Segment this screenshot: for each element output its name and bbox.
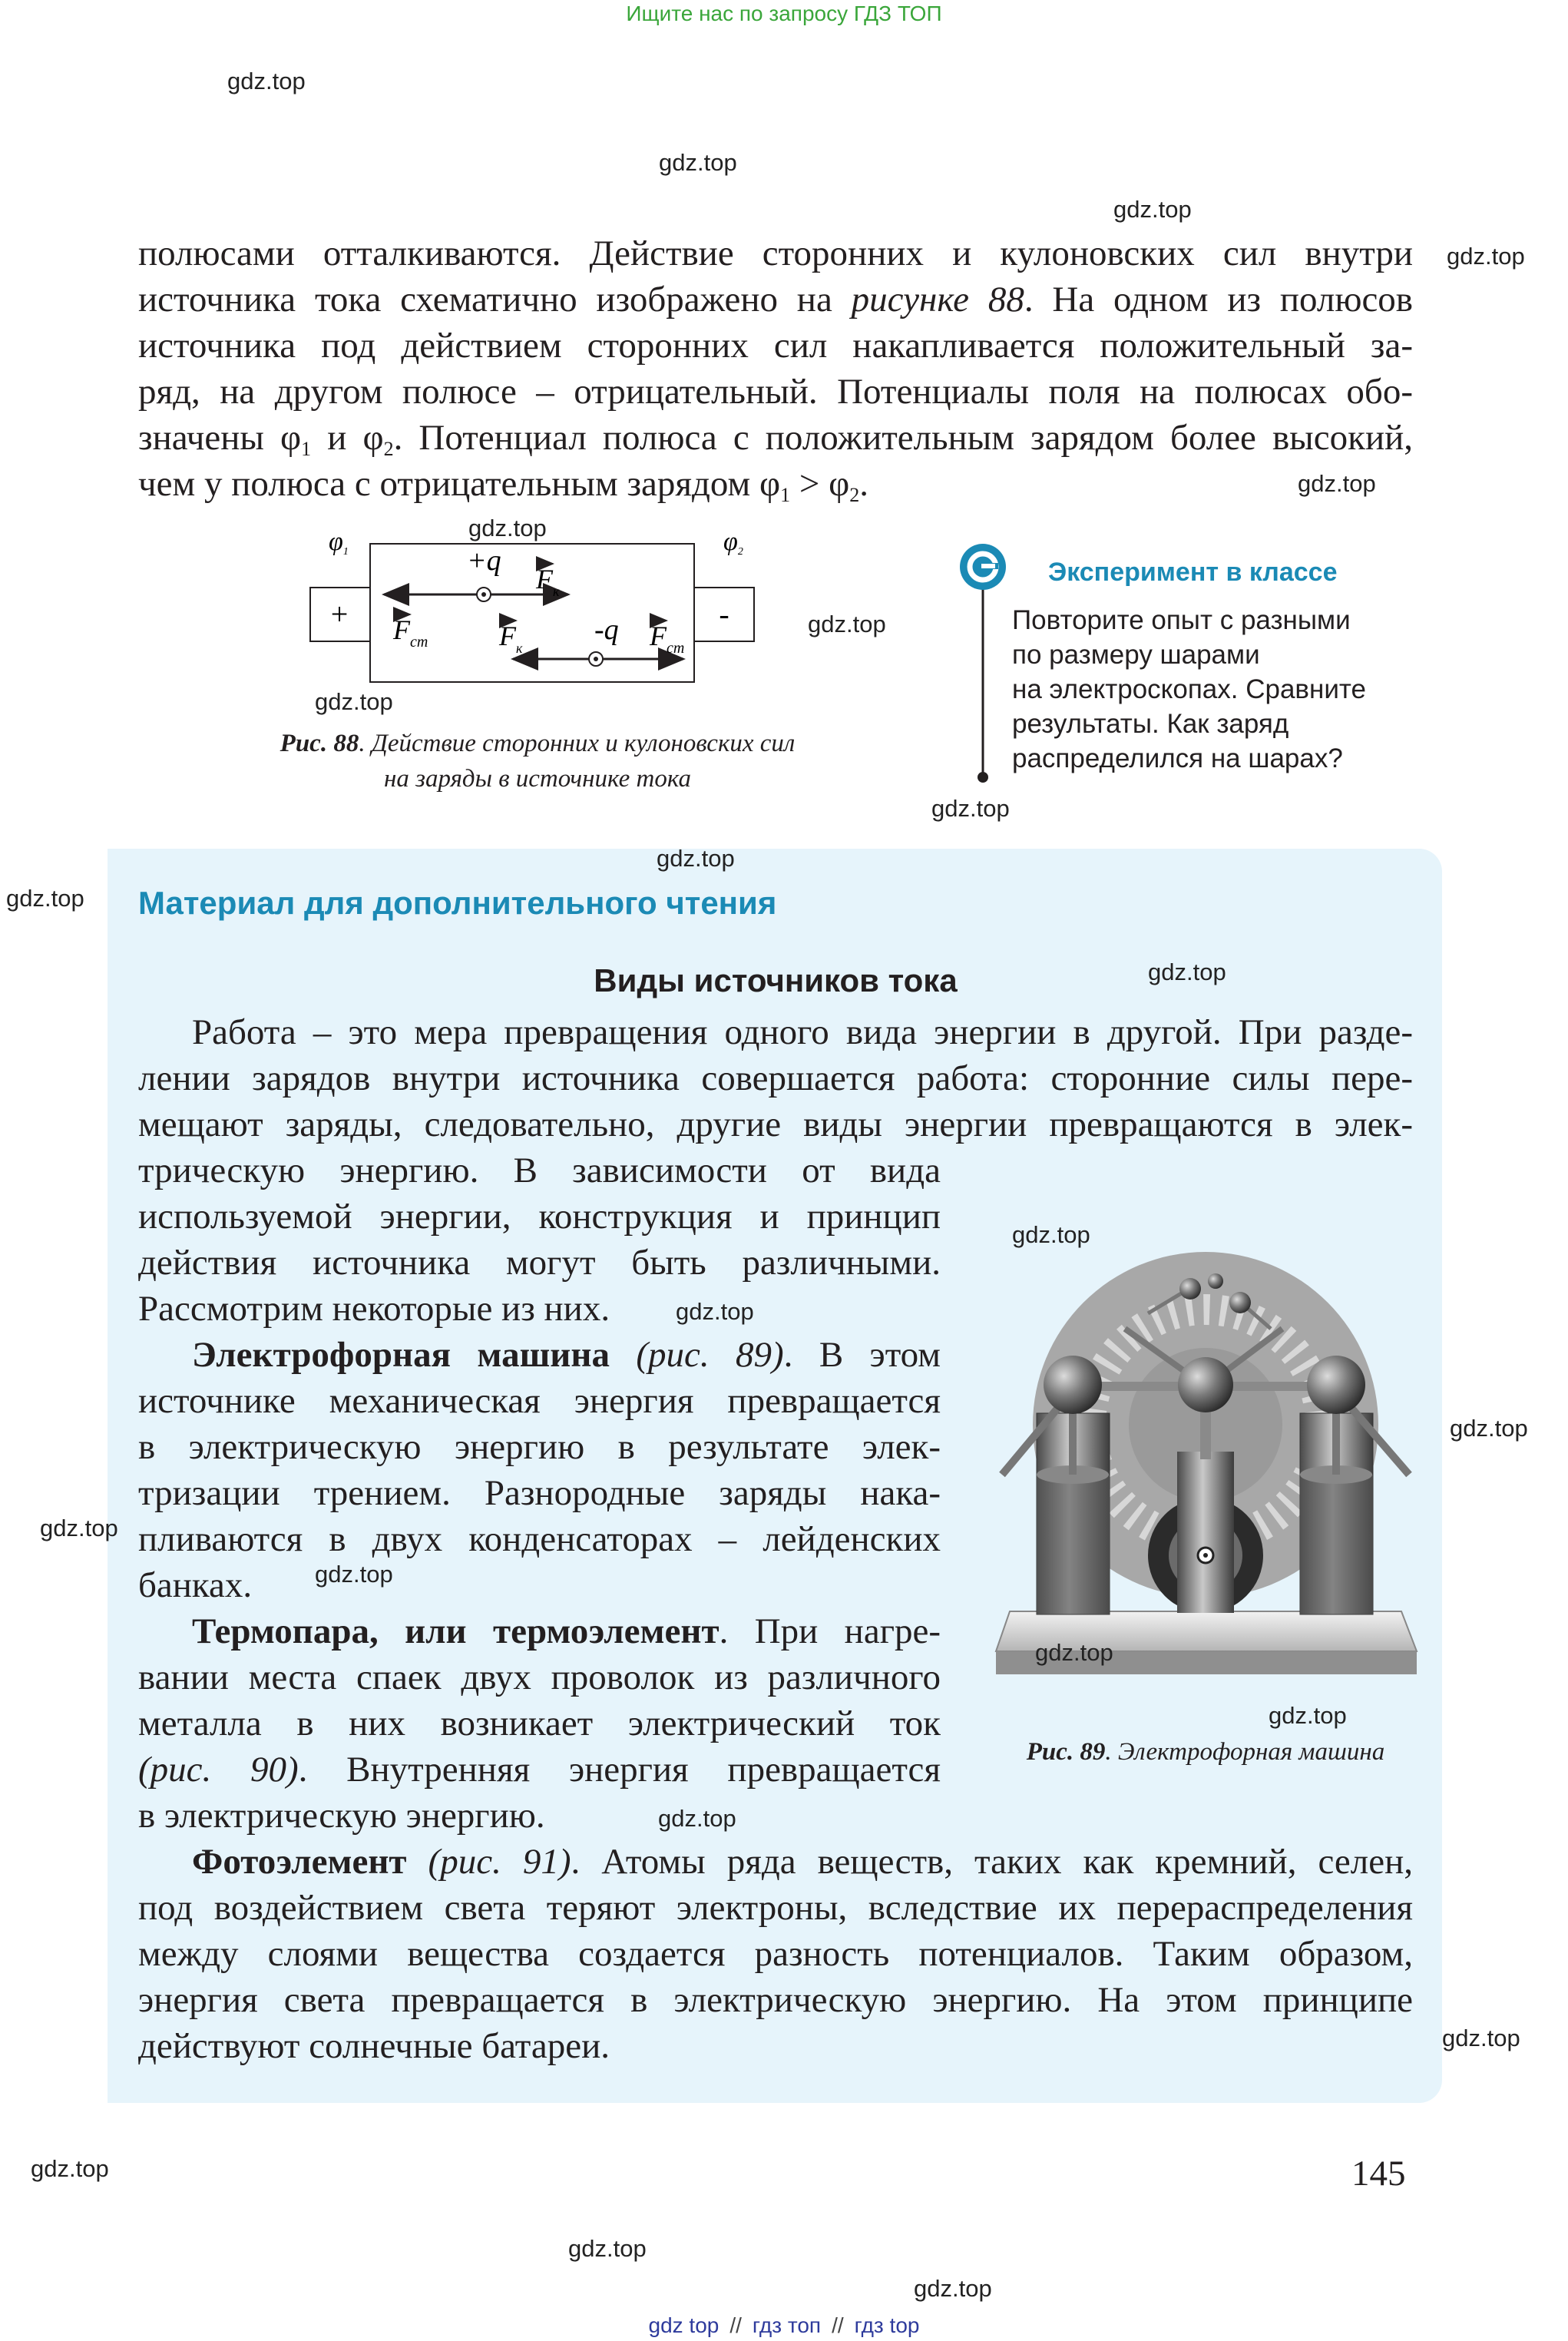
extra-p4-line-5: действуют солнечные батареи. [138, 2026, 610, 2066]
watermark[interactable]: gdz.top [1269, 1702, 1347, 1729]
extra-p4-line-2: под воздействием света теряют электроны, вследствие их перераспределения [138, 1888, 1413, 1928]
extra-p1-line-5: используемой энергии, конструкция и принцип [138, 1197, 941, 1237]
electrode-ball-1 [1179, 1278, 1201, 1300]
watermark[interactable]: gdz.top [658, 1805, 736, 1832]
extra-p3-line-5: в электрическую энергию. [138, 1796, 545, 1836]
intro-line-5: значены $\varphi_1$ и $\varphi_2$. Потенциал полюса с положительным зарядом более высокий, [138, 418, 1414, 460]
plus-sign: + [330, 597, 349, 631]
watermark[interactable]: gdz.top [1450, 1415, 1528, 1442]
extra-p1-line-2: лении зарядов внутри источника совершается работа: сторонние силы пере- [138, 1058, 1413, 1098]
extra-p4-line-1: Фотоэлемент (рис. 91). Атомы ряда веществ, таких как кремний, селен, [192, 1842, 1413, 1882]
extra-p2-line-3: в электрическую энергию в результате элек- [138, 1427, 941, 1467]
experiment-title: Эксперимент в классе [1048, 558, 1338, 587]
f-st-label-2: $F_{ст}$ [650, 621, 685, 657]
intro-line-2: источника тока схематично изображено на рисунке 88. На одном из полюсов [138, 280, 1414, 320]
intro-line-6: чем у полюса с отрицательным зарядом $\varphi_1 > \varphi_2$. [138, 464, 869, 506]
f-k-label-1: $F_к$ [536, 564, 560, 599]
watermark[interactable]: gdz.top [31, 2155, 109, 2182]
intro-line-4: ряд, на другом полюсе – отрицательный. Потенциалы поля на полюсах обо- [138, 372, 1413, 412]
bottom-banner[interactable]: gdz top // гдз топ // гдз top [648, 2313, 920, 2337]
extra-p1-line-4: трическую энергию. В зависимости от вида [138, 1151, 941, 1190]
section-title: Материал для дополнительного чтения [138, 885, 777, 921]
phi2-label: φ2 [723, 528, 743, 558]
watermark[interactable]: gdz.top [808, 611, 886, 637]
f-k-label-2: $F_к$ [499, 621, 523, 656]
extra-p1-line-6: действия источника могут быть различными. [138, 1243, 941, 1283]
extra-p2-line-5: пливаются в двух конденсаторах – лейденских [138, 1519, 941, 1559]
extra-p1-line-1: Работа – это мера превращения одного вида энергии в другой. При разде- [192, 1012, 1413, 1052]
extra-p4-line-4: энергия света превращается в электрическую энергию. На этом принципе [138, 1980, 1413, 2020]
watermark[interactable]: gdz.top [1148, 959, 1226, 985]
extra-p1-line-7: Рассмотрим некоторые из них. [138, 1289, 610, 1329]
plus-q-label: +q [467, 545, 501, 577]
watermark[interactable]: gdz.top [315, 688, 393, 715]
watermark[interactable]: gdz.top [1035, 1639, 1113, 1666]
fig88-caption: Рис. 88. Действие сторонних и кулоновских сил на заряды в источнике тока [280, 730, 796, 793]
experiment-text: Повторите опыт с разными по размеру шарами на электроскопах. Сравните результаты. Как заряд распределился на шарах? [1012, 605, 1366, 773]
watermark[interactable]: gdz.top [1447, 243, 1525, 270]
electrode-ball-3 [1229, 1292, 1251, 1313]
watermark[interactable]: gdz.top [1012, 1221, 1090, 1248]
page-number: 145 [1351, 2154, 1406, 2194]
watermark[interactable]: gdz.top [315, 1561, 393, 1588]
extra-p2-line-2: источнике механическая энергия превращается [138, 1381, 941, 1421]
watermark[interactable]: gdz.top [659, 149, 737, 176]
extra-p3-line-4: (рис. 90). Внутренняя энергия превращается [138, 1750, 941, 1790]
extra-p2-line-6: банках. [138, 1565, 253, 1605]
intro-line-1: полюсами отталкиваются. Действие сторонних и кулоновских сил внутри [138, 233, 1413, 273]
phi1-label: φ1 [329, 528, 349, 558]
ball-center [1178, 1357, 1233, 1412]
watermark[interactable]: gdz.top [914, 2275, 992, 2302]
watermark[interactable]: gdz.top [1113, 196, 1192, 223]
fig88-diagram [299, 522, 791, 707]
watermark[interactable]: gdz.top [227, 68, 306, 94]
minus-q-label: -q [594, 614, 619, 646]
extra-p2-line-4: тризации трением. Разнородные заряды нака- [138, 1473, 941, 1513]
extra-p3-line-1: Термопара, или термоэлемент. При нагре- [192, 1611, 941, 1651]
extra-p4-line-3: между слоями вещества создается разность потенциалов. Таким образом, [138, 1934, 1413, 1974]
extra-p3-line-2: вании места спаек двух проволок из различного [138, 1657, 941, 1697]
watermark[interactable]: gdz.top [1442, 2025, 1520, 2051]
watermark[interactable]: gdz.top [568, 2235, 647, 2262]
machine-stand [1177, 1452, 1234, 1613]
watermark[interactable]: gdz.top [676, 1298, 754, 1325]
intro-line-3: источника под действием сторонних сил накапливается положительный за- [138, 326, 1413, 366]
watermark[interactable]: gdz.top [468, 515, 547, 541]
watermark[interactable]: gdz.top [40, 1515, 118, 1541]
extra-p3-line-3: металла в них возникает электрический ток [138, 1704, 941, 1743]
minus-sign: - [719, 597, 729, 631]
watermark[interactable]: gdz.top [657, 845, 735, 872]
watermark[interactable]: gdz.top [1298, 470, 1376, 497]
source-box [370, 544, 694, 682]
extra-p1-line-3: мещают заряды, следовательно, другие виды энергии превращаются в элек- [138, 1104, 1413, 1144]
watermark[interactable]: gdz.top [6, 885, 84, 912]
section-subtitle: Виды источников тока [594, 962, 958, 998]
extra-p2-line-1: Электрофорная машина (рис. 89). В этом [192, 1335, 941, 1375]
top-banner[interactable]: Ищите нас по запросу ГДЗ ТОП [626, 2, 942, 25]
electrode-ball-2 [1208, 1273, 1223, 1289]
fig89-caption: Рис. 89. Электрофорная машина [1026, 1738, 1385, 1766]
f-st-label-1: $F_{ст}$ [393, 614, 428, 651]
watermark[interactable]: gdz.top [931, 795, 1010, 822]
ball-right [1307, 1356, 1365, 1414]
ball-left [1044, 1356, 1102, 1414]
